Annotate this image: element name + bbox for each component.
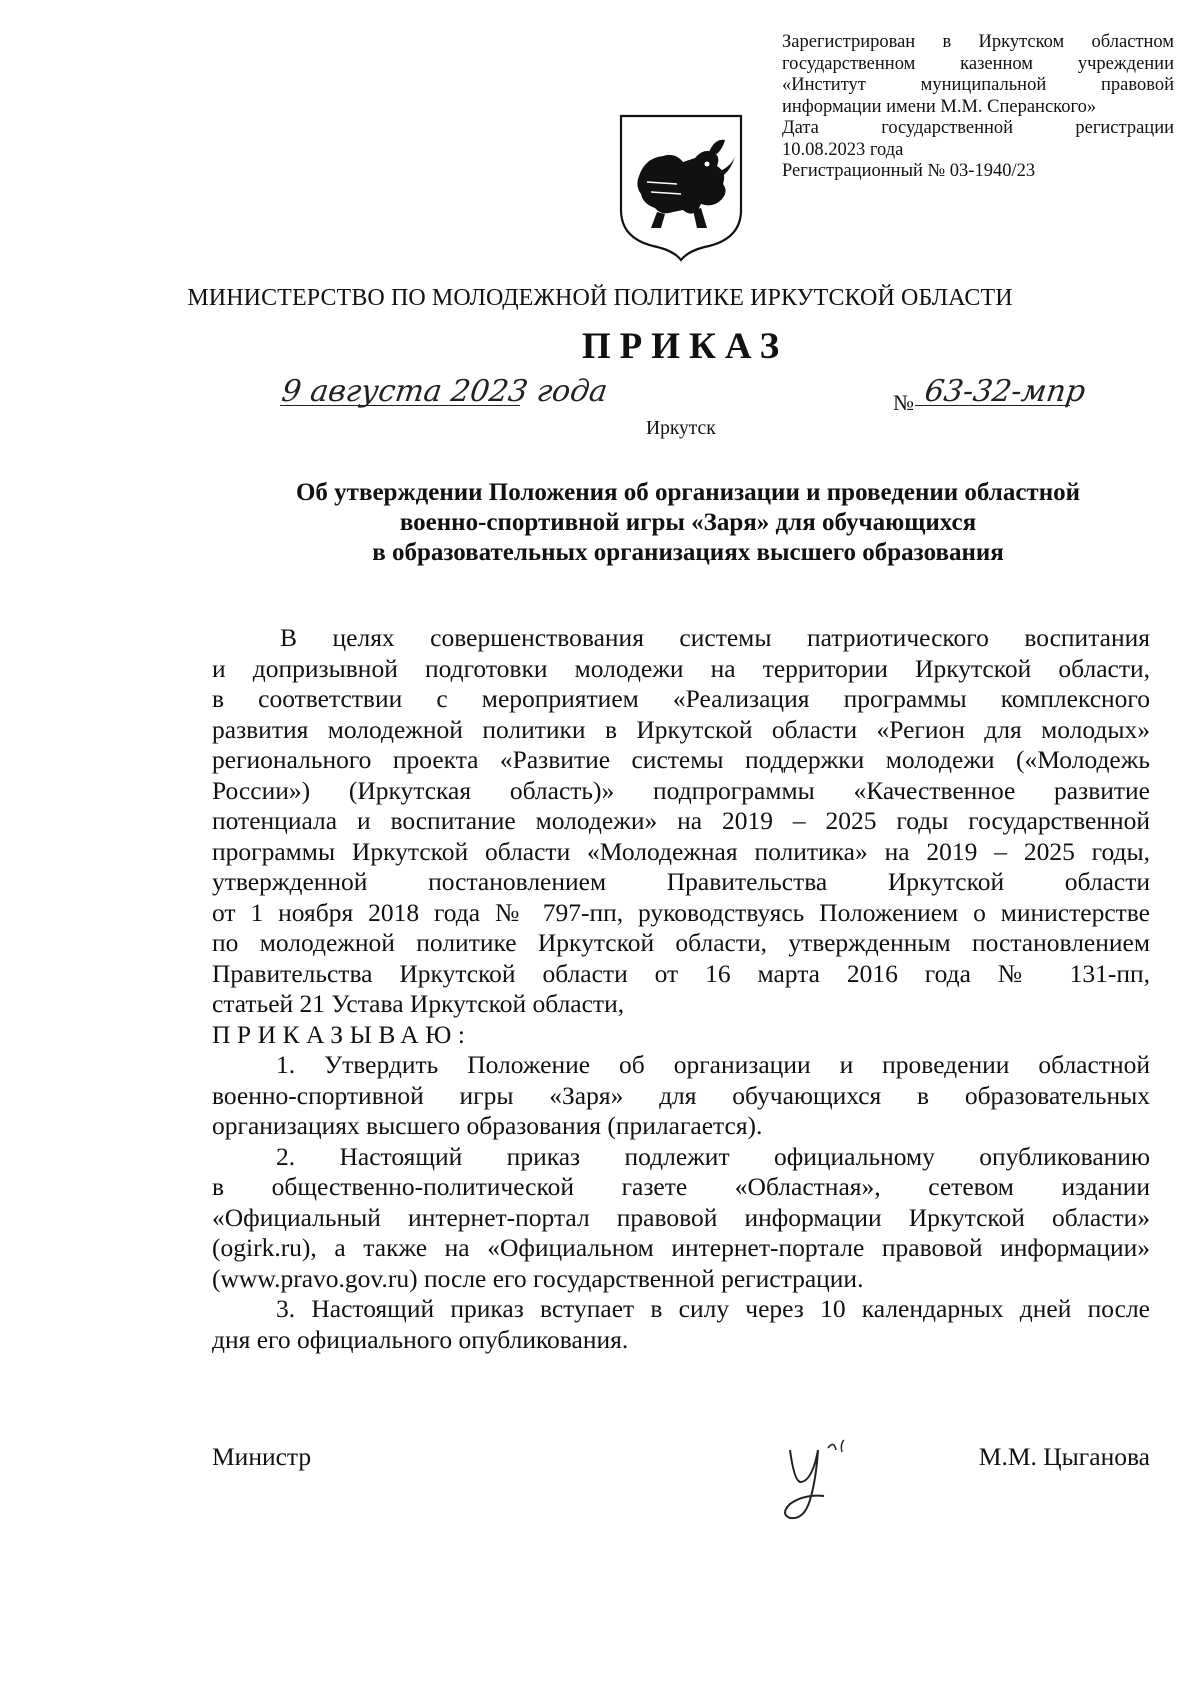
- document-type: ПРИКАЗ: [581, 326, 789, 367]
- body-line: в соответствии с мероприятием «Реализация программы комплексного: [212, 684, 1150, 713]
- item-line: 1. Утвердить Положение об организации и проведении областной: [276, 1050, 1150, 1079]
- body-line: программы Иркутской области «Молодежная политика» на 2019 – 2025 годы,: [212, 836, 1150, 866]
- body-line: регионального проекта «Развитие системы поддержки молодежи («Молодежь: [212, 745, 1150, 774]
- body-line: по молодежной политике Иркутской области, утвержденным постановлением: [212, 928, 1150, 957]
- registration-line: Регистрационный № 03-1940/23: [782, 161, 1036, 181]
- order-word: ПРИКАЗЫВАЮ:: [212, 1019, 472, 1049]
- order-date: 9 августа 2023 года: [279, 374, 610, 409]
- registration-line: информации имени М.М. Сперанского»: [782, 96, 1097, 117]
- body-line: статьей 21 Устава Иркутской области,: [212, 989, 625, 1018]
- registration-line: государственном казенном учреждении: [782, 53, 1174, 74]
- date-underline: [280, 405, 520, 406]
- registration-line: Зарегистрирован в Иркутском областном: [782, 32, 1174, 52]
- item-line: дня его официального опубликования.: [212, 1324, 629, 1354]
- title-line: военно-спортивной игры «Заря» для обучающихся: [399, 509, 977, 536]
- body-line: России») (Иркутская область)» подпрограммы «Качественное развитие: [212, 775, 1150, 805]
- number-prefix: №: [893, 390, 914, 415]
- item-line: 3. Настоящий приказ вступает в силу через 10 календарных дней после: [276, 1294, 1150, 1323]
- number-underline: [915, 405, 1070, 406]
- body-line: утвержденной постановлением Правительства Иркутской области: [212, 867, 1150, 896]
- signatory-name: М.М. Цыганова: [978, 1442, 1150, 1471]
- ministry-name: МИНИСТЕРСТВО ПО МОЛОДЕЖНОЙ ПОЛИТИКЕ ИРКУТСКОЙ ОБЛАСТИ: [187, 285, 1013, 311]
- body-line: от 1 ноября 2018 года № 797-пп, руководствуясь Положением о министерстве: [212, 897, 1150, 927]
- item-line: (ogirk.ru), а также на «Официальном интернет-портале правовой информации»: [212, 1233, 1150, 1262]
- item-line: в общественно-политической газете «Областная», сетевом издании: [212, 1172, 1150, 1201]
- order-body: [212, 623, 1150, 1355]
- item-line: «Официальный интернет-портал правовой информации Иркутской области»: [212, 1202, 1150, 1232]
- title-line: в образовательных организациях высшего образования: [372, 539, 1004, 566]
- item-line: 2. Настоящий приказ подлежит официальному опубликованию: [276, 1141, 1150, 1171]
- body-line: потенциала и воспитание молодежи» на 2019 – 2025 годы государственной: [212, 806, 1150, 835]
- registration-stamp: [782, 32, 1174, 183]
- registration-line: Дата государственной регистрации: [782, 118, 1174, 138]
- handwritten-signature: [760, 1420, 870, 1530]
- body-line: и допризывной подготовки молодежи на территории Иркутской области,: [212, 653, 1150, 683]
- registration-line: «Институт муниципальной правовой: [782, 75, 1174, 95]
- order-number: 63-32-мпр: [922, 374, 1088, 409]
- city: Иркутск: [646, 418, 716, 439]
- body-line: В целях совершенствования системы патриотического воспитания: [280, 623, 1150, 652]
- title-line: Об утверждении Положения об организации и проведении областной: [295, 479, 1081, 506]
- body-line: развития молодежной политики в Иркутской области «Регион для молодых»: [212, 714, 1150, 744]
- registration-line: 10.08.2023 года: [782, 139, 904, 160]
- signatory-role: Министр: [212, 1442, 312, 1471]
- body-line: Правительства Иркутской области от 16 марта 2016 года № 131-пп,: [212, 958, 1150, 988]
- order-title: [120, 478, 1200, 568]
- item-line: (www.pravo.gov.ru) после его государственной регистрации.: [212, 1263, 864, 1293]
- item-line: военно-спортивной игры «Заря» для обучающихся в образовательных: [212, 1080, 1150, 1110]
- coat-of-arms-icon: [617, 112, 745, 262]
- item-line: организациях высшего образования (прилагается).: [212, 1111, 763, 1140]
